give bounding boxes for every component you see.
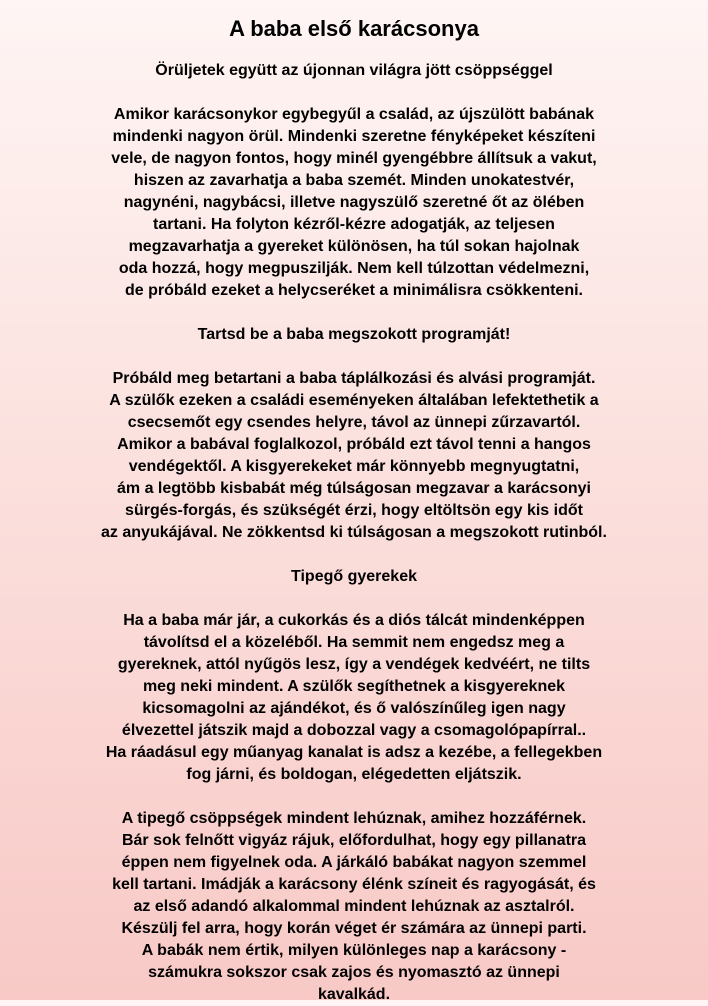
text-line: kavalkád. bbox=[317, 986, 391, 1003]
text-line: tartani. Ha folyton kézről-kézre adogatják, az teljesen bbox=[153, 216, 555, 233]
text-line: oda hozzá, hogy megpuszilják. Nem kell túlzottan védelmezni, bbox=[118, 260, 590, 277]
text-line: számukra sokszor csak zajos és nyomasztó az ünnepi bbox=[148, 964, 560, 981]
text-line: az anyukájával. Ne zökkentsd ki túlságosan a megszokott rutinból. bbox=[101, 524, 607, 541]
text-line: kell tartani. Imádják a karácsony élénk színeit és ragyogását, és bbox=[112, 876, 596, 893]
text-line: élvezettel játszik majd a dobozzal vagy a csomagolópapírral.. bbox=[121, 722, 587, 739]
text-line: vele, de nagyon fontos, hogy minél gyengébbre állítsuk a vakut, bbox=[111, 150, 597, 167]
text-line: Amikor karácsonykor egybegyűl a család, az újszülött babának bbox=[113, 106, 595, 123]
text-line: sürgés-forgás, és szükségét érzi, hogy eltöltsön egy kis időt bbox=[125, 502, 583, 519]
paragraph-1 bbox=[0, 104, 708, 302]
text-line: fog járni, és boldogan, elégedetten eljátszik. bbox=[186, 766, 522, 783]
text-line: A szülők ezeken a családi eseményeken általában lefektethetik a bbox=[109, 392, 599, 409]
text-line: A babák nem értik, milyen különleges nap a karácsony - bbox=[141, 942, 567, 959]
paragraph-2 bbox=[0, 368, 708, 544]
text-line: mindenki nagyon örül. Mindenki szeretne fényképeket készíteni bbox=[112, 128, 596, 145]
text-line: Bár sok felnőtt vigyáz rájuk, előfordulhat, hogy egy pillanatra bbox=[121, 832, 587, 849]
text-line: gyereknek, attól nyűgös lesz, így a vendégek kedvéért, ne tilts bbox=[117, 656, 591, 673]
text-line: távolítsd el a közeléből. Ha semmit nem engedsz meg a bbox=[143, 634, 565, 651]
text-line: éppen nem figyelnek oda. A járkáló babákat nagyon szemmel bbox=[121, 854, 587, 871]
text-line: Amikor a babával foglalkozol, próbáld ezt távol tenni a hangos bbox=[117, 436, 591, 453]
page-title: A baba első karácsonya bbox=[229, 16, 479, 41]
text-line: Ha ráadásul egy műanyag kanalat is adsz a kezébe, a fellegekben bbox=[105, 744, 603, 761]
paragraph-4 bbox=[0, 808, 708, 1006]
text-line: de próbáld ezeket a helycseréket a minimálisra csökkenteni. bbox=[125, 282, 583, 299]
text-line: A tipegő csöppségek mindent lehúznak, amihez hozzáférnek. bbox=[121, 810, 587, 827]
text-line: hiszen az zavarhatja a baba szemét. Minden unokatestvér, bbox=[133, 172, 575, 189]
text-line: vendégektől. A kisgyerekeket már könnyebb megnyugtatni, bbox=[128, 458, 580, 475]
text-line: csecsemőt egy csendes helyre, távol az ünnepi zűrzavartól. bbox=[127, 414, 581, 431]
text-line: az első adandó alkalommal mindent lehúznak az asztalról. bbox=[133, 898, 575, 915]
text-line: meg neki mindent. A szülők segíthetnek a kisgyereknek bbox=[142, 678, 566, 695]
section-heading-3: Tipegő gyerekek bbox=[291, 568, 417, 585]
text-line: ám a legtöbb kisbabát még túlságosan megzavar a karácsonyi bbox=[117, 480, 591, 497]
section-heading-2: Tartsd be a baba megszokott programját! bbox=[197, 326, 511, 343]
text-line: Ha a baba már jár, a cukorkás és a diós tálcát mindenképpen bbox=[123, 612, 585, 629]
text-line: Készülj fel arra, hogy korán véget ér számára az ünnepi parti. bbox=[121, 920, 587, 937]
text-line: kicsomagolni az ajándékot, és ő valószínűleg igen nagy bbox=[142, 700, 566, 717]
paragraph-3 bbox=[0, 610, 708, 786]
text-line: megzavarhatja a gyereket különösen, ha túl sokan hajolnak bbox=[128, 238, 580, 255]
section-heading-1: Örüljetek együtt az újonnan világra jött csöppséggel bbox=[155, 62, 553, 79]
text-line: Próbáld meg betartani a baba táplálkozási és alvási programját. bbox=[112, 370, 596, 387]
text-line: nagynéni, nagybácsi, illetve nagyszülő szeretné őt az ölében bbox=[123, 194, 585, 211]
